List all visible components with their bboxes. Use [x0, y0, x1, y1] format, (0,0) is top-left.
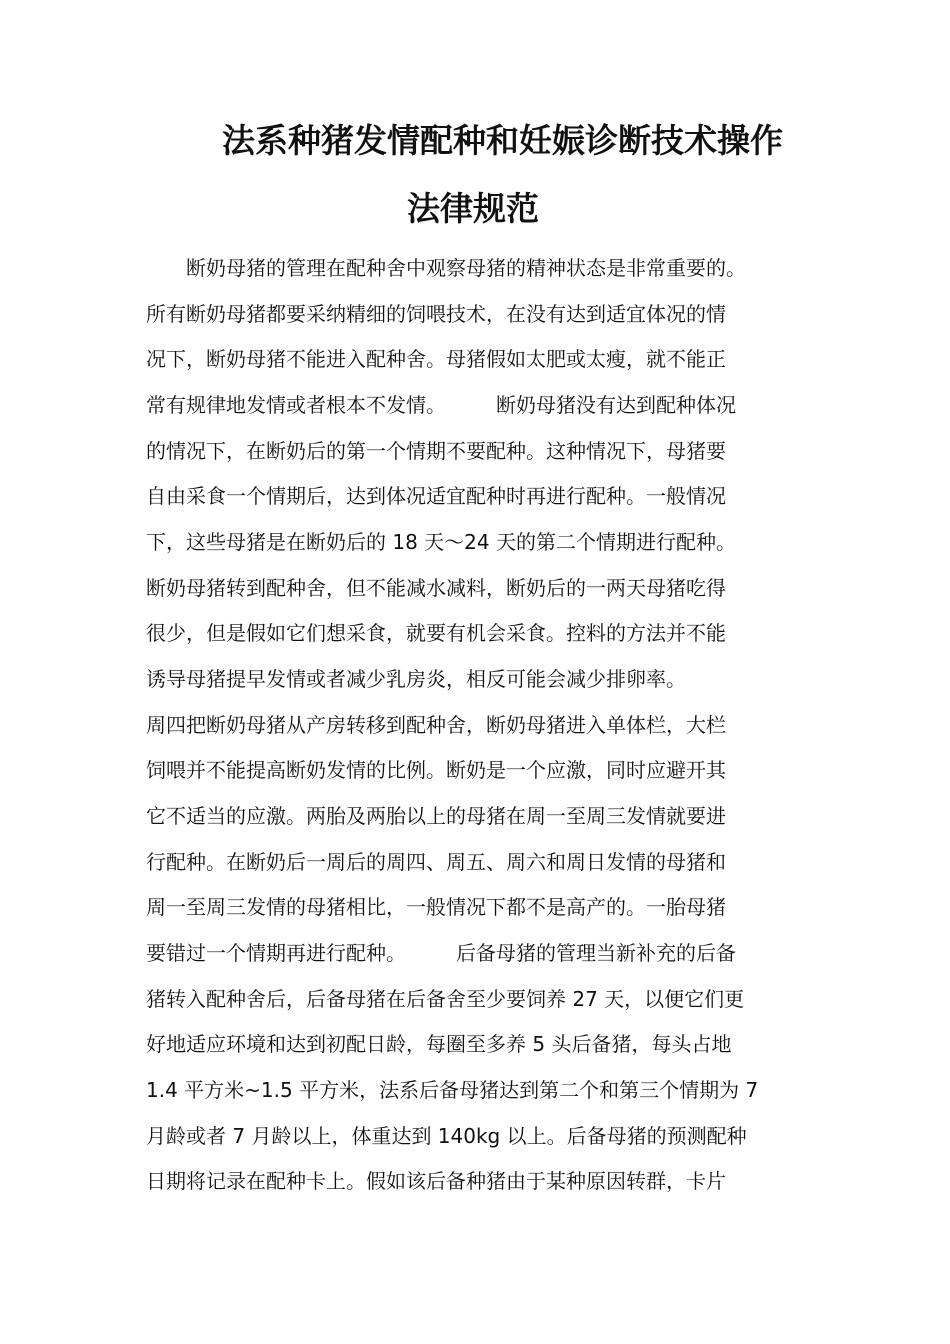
body-line: 所有断奶母猪都要采纳精细的饲喂技术，在没有达到适宜体况的情 — [146, 302, 726, 326]
body-line: 的情况下，在断奶后的第一个情期不要配种。这种情况下，母猪要 — [146, 439, 726, 463]
body-line: 断奶母猪转到配种舍，但不能减水减料，断奶后的一两天母猪吃得 — [146, 576, 726, 600]
body-line: 况下，断奶母猪不能进入配种舍。母猪假如太肥或太瘦，就不能正 — [146, 347, 726, 371]
body-line: 周四把断奶母猪从产房转移到配种舍，断奶母猪进入单体栏，大栏 — [146, 713, 726, 737]
document-title-line-2: 法律规范 — [407, 189, 539, 228]
body-line: 自由采食一个情期后，达到体况适宜配种时再进行配种。一般情况 — [146, 484, 726, 508]
document-title-line-1: 法系种猪发情配种和妊娠诊断技术操作 — [222, 121, 783, 160]
body-line: 常有规律地发情或者根本不发情。 断奶母猪没有达到配种体况 — [146, 393, 736, 417]
body-line: 日期将记录在配种卡上。假如该后备种猪由于某种原因转群，卡片 — [146, 1169, 726, 1193]
body-line: 很少，但是假如它们想采食，就要有机会采食。控料的方法并不能 — [146, 621, 726, 645]
body-line: 诱导母猪提早发情或者减少乳房炎，相反可能会减少排卵率。 — [146, 667, 686, 691]
body-line: 好地适应环境和达到初配日龄，每圈至多养 5 头后备猪，每头占地 — [146, 1032, 732, 1056]
body-line: 断奶母猪的管理在配种舍中观察母猪的精神状态是非常重要的。 — [146, 256, 746, 280]
body-line: 它不适当的应激。两胎及两胎以上的母猪在周一至周三发情就要进 — [146, 804, 726, 828]
body-line: 猪转入配种舍后，后备母猪在后备舍至少要饲养 27 天，以便它们更 — [146, 987, 745, 1011]
body-line: 行配种。在断奶后一周后的周四、周五、周六和周日发情的母猪和 — [146, 850, 726, 874]
body-line: 饲喂并不能提高断奶发情的比例。断奶是一个应激，同时应避开其 — [146, 758, 726, 782]
body-line: 月龄或者 7 月龄以上，体重达到 140kg 以上。后备母猪的预测配种 — [146, 1124, 747, 1148]
body-line: 下，这些母猪是在断奶后的 18 天～24 天的第二个情期进行配种。 — [146, 530, 736, 554]
body-line: 1.4 平方米~1.5 平方米，法系后备母猪达到第二个和第三个情期为 7 — [146, 1078, 759, 1102]
body-line: 要错过一个情期再进行配种。 后备母猪的管理当新补充的后备 — [146, 941, 736, 965]
body-line: 周一至周三发情的母猪相比，一般情况下都不是高产的。一胎母猪 — [146, 895, 726, 919]
